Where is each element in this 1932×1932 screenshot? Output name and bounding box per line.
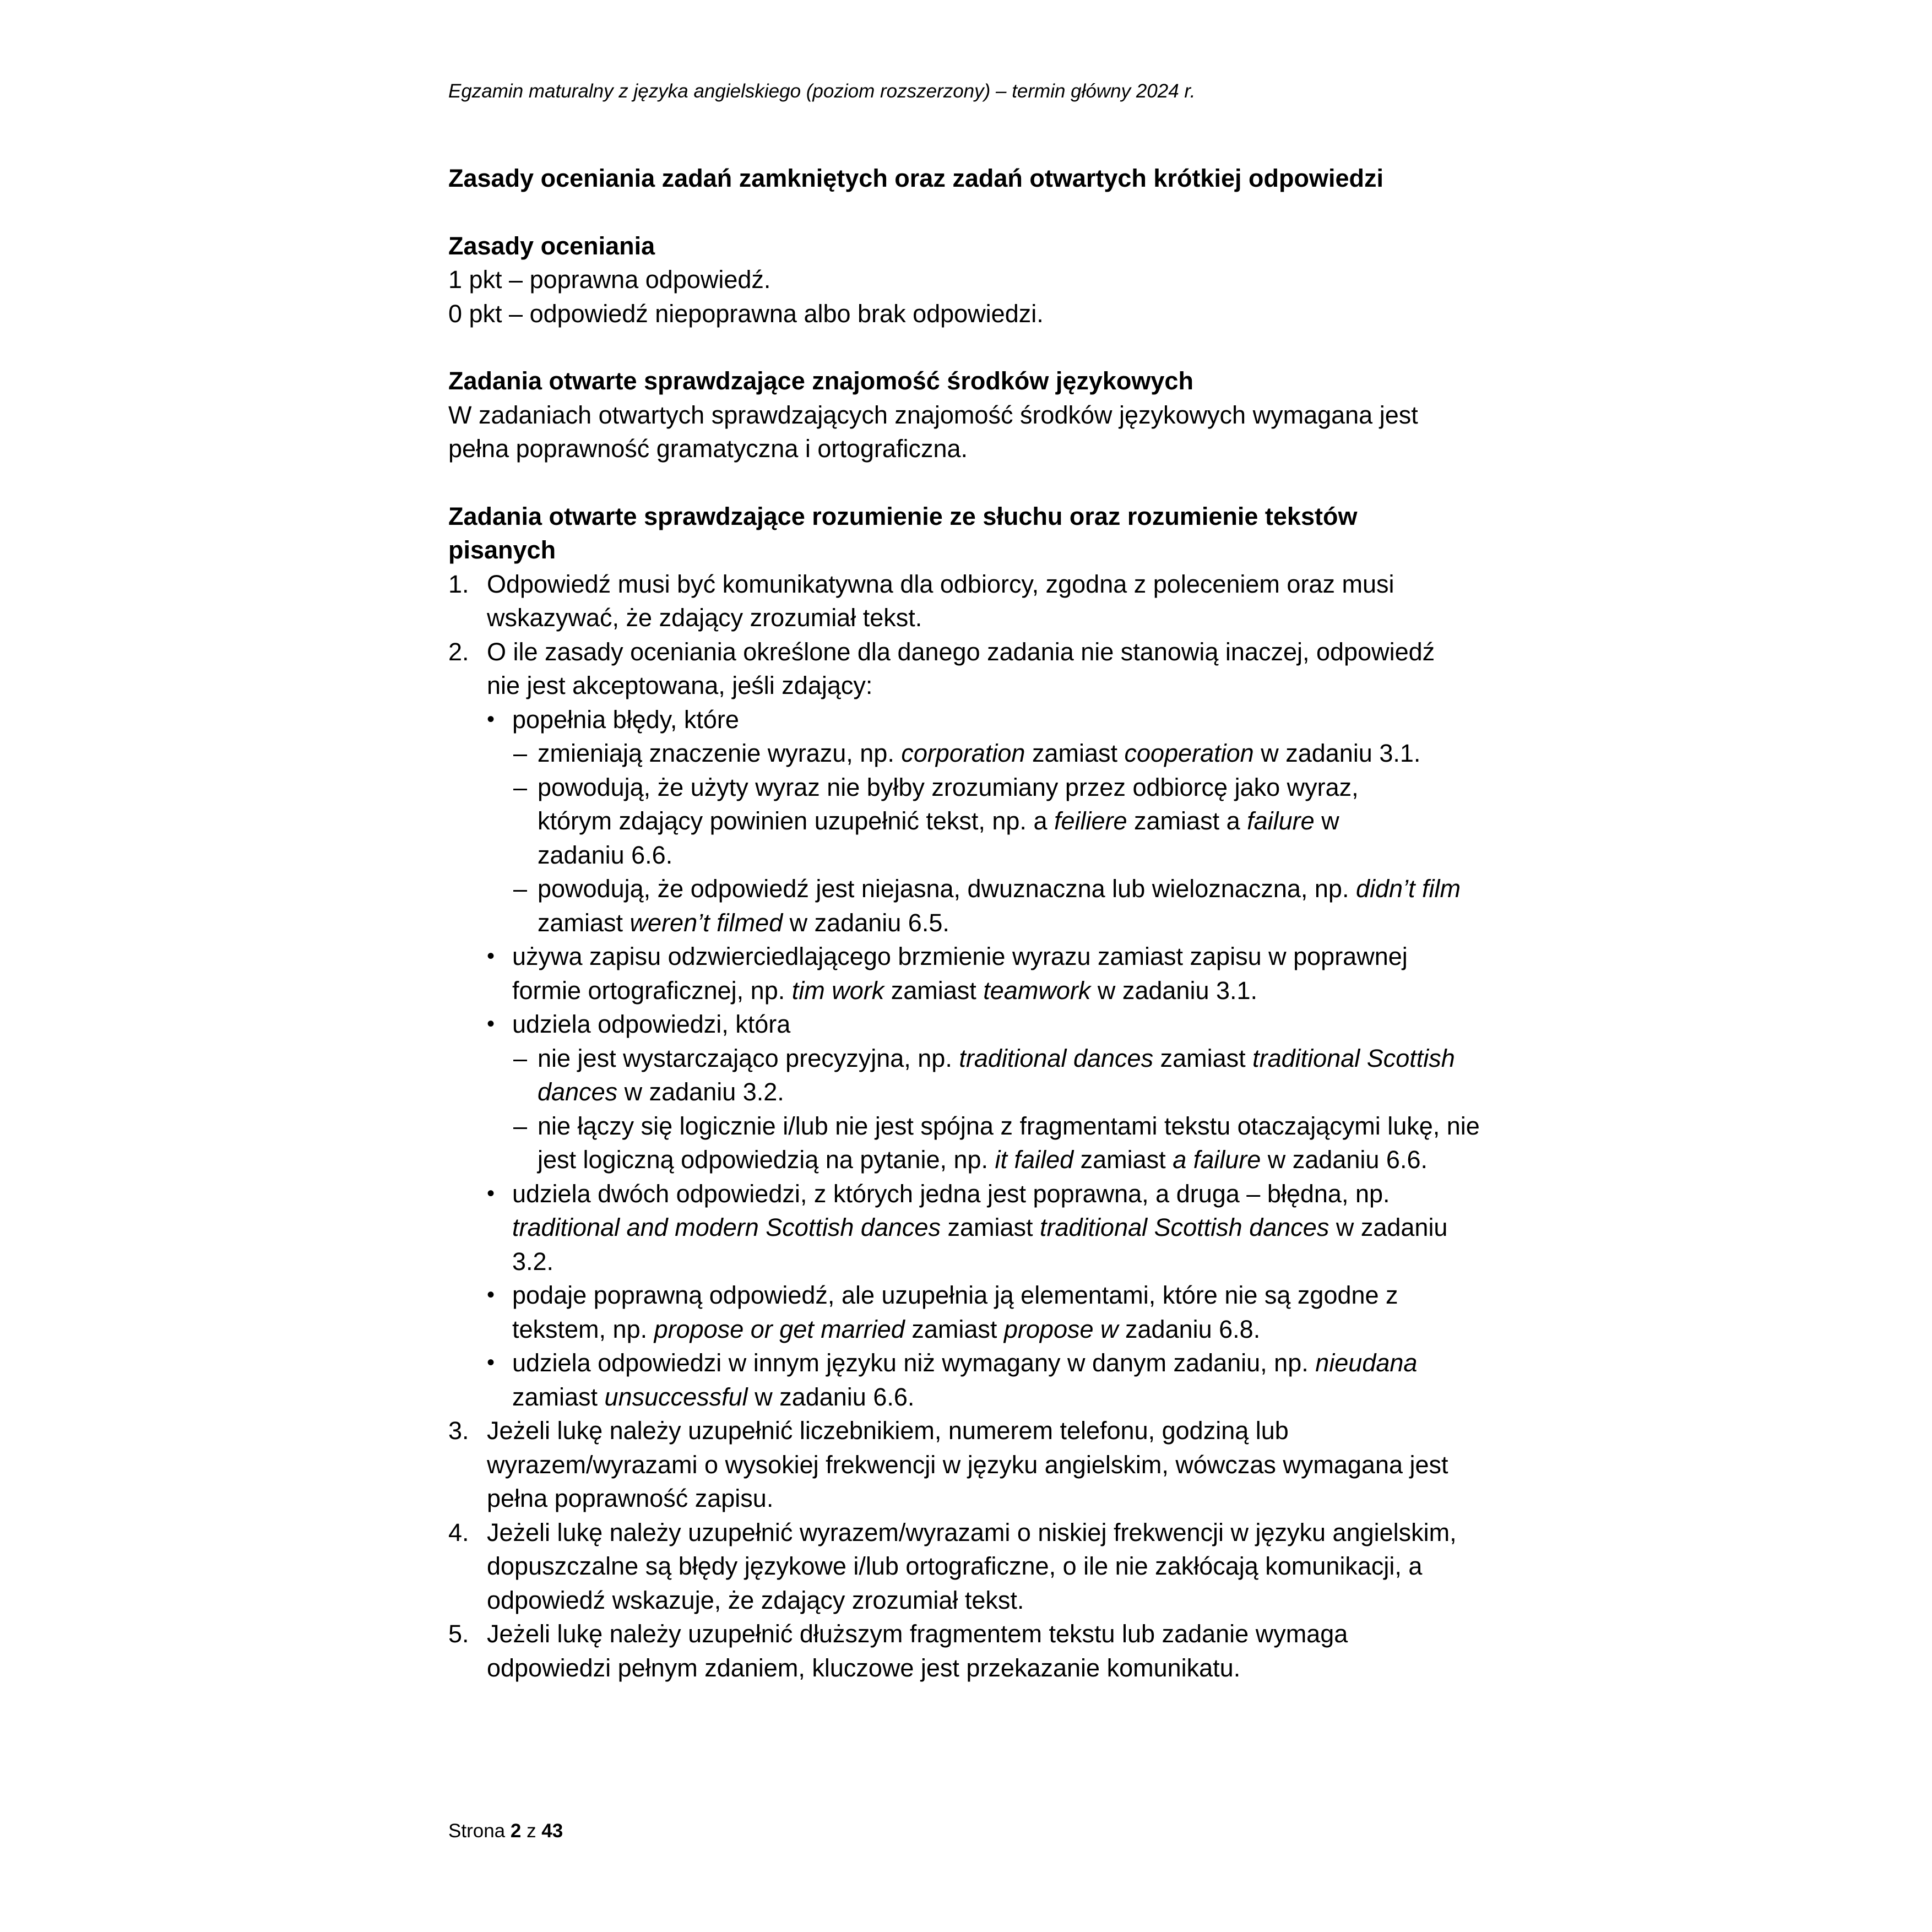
rule-number: 2.: [448, 637, 469, 666]
text: udziela odpowiedzi w innym języku niż wymagany w danym zadaniu, np.: [512, 1349, 1316, 1377]
bullet-icon: •: [487, 1012, 495, 1036]
running-head: Egzamin maturalny z języka angielskiego (poziom rozszerzony) – termin główny 2024 r.: [448, 80, 1196, 102]
rule-3: [448, 1414, 1467, 1516]
text: zamiast a: [1127, 807, 1247, 835]
example-correct: traditional Scottish dances: [1040, 1213, 1329, 1241]
footer-label: Strona: [448, 1820, 506, 1842]
example-correct: unsuccessful: [604, 1382, 748, 1411]
rule-number: 4.: [448, 1518, 469, 1546]
bullet-item: [487, 703, 1506, 940]
dash-item: [512, 736, 1506, 770]
example-wrong: feiliere: [1054, 807, 1127, 835]
example-wrong: nieudana: [1315, 1349, 1418, 1377]
rule-1: [448, 567, 1423, 635]
text: zamiast: [512, 1382, 605, 1411]
text: zamiast: [940, 1213, 1040, 1241]
rule-number: 1.: [448, 569, 469, 598]
scoring-line-2: 0 pkt – odpowiedź niepoprawna albo brak odpowiedzi.: [448, 299, 1044, 328]
page-title: Zasady oceniania zadań zamkniętych oraz zadań otwartych krótkiej odpowiedzi: [448, 164, 1383, 192]
bullet-item: [487, 1346, 1448, 1414]
example-wrong: traditional and modern Scottish dances: [512, 1213, 941, 1241]
language-tasks-text: W zadaniach otwartych sprawdzających znajomość środków językowych wymagana jest pełna poprawność gramatyczna i ortograficzna.: [448, 400, 1418, 463]
bullet-item: [487, 1278, 1415, 1346]
example-wrong: tim work: [791, 976, 884, 1005]
example-correct: cooperation: [1124, 739, 1254, 767]
footer-separator: z: [527, 1820, 536, 1842]
rule-4: [448, 1516, 1478, 1618]
text: zamiast: [1025, 739, 1125, 767]
document-body: [448, 161, 1506, 1685]
bullet-item: [487, 940, 1448, 1007]
rule-5: [448, 1617, 1423, 1685]
rule-text: Jeżeli lukę należy uzupełnić dłuższym fragmentem tekstu lub zadanie wymaga odpowiedzi pełnym zdaniem, kluczowe jest przekazanie komunikatu.: [487, 1620, 1348, 1682]
text: podaje poprawną odpowiedź, ale uzupełnia ją elementami, które nie są zgodne z tekstem, np.: [512, 1281, 1398, 1343]
rule-text: Odpowiedź musi być komunikatywna dla odbiorcy, zgodna z poleceniem oraz musi wskazywać, że zdający zrozumiał tekst.: [487, 569, 1394, 632]
text: nie jest wystarczająco precyzyjna, np.: [538, 1044, 959, 1072]
text: powodują, że odpowiedź jest niejasna, dwuznaczna lub wieloznaczna, np.: [538, 875, 1356, 903]
rule-2-bullets: [487, 703, 1506, 1414]
bullet-icon: •: [487, 1283, 495, 1307]
text: zamiast: [904, 1315, 1004, 1343]
dash-item: [512, 1041, 1474, 1109]
dash-icon: –: [513, 739, 528, 767]
dash-icon: –: [513, 1111, 528, 1140]
comprehension-heading: Zadania otwarte sprawdzające rozumienie ze słuchu oraz rozumienie tekstów pisanych: [448, 502, 1358, 564]
rule-text: Jeżeli lukę należy uzupełnić wyrazem/wyrazami o niskiej frekwencji w języku angielskim, dopuszczalne są błędy językowe i/lub ortograficzne, o ile nie zakłócają komunikacji, a odpowiedź wskazuje, że zdający zrozumiał tekst.: [487, 1518, 1457, 1614]
bullet-item: [487, 1007, 1506, 1177]
scoring-line-1: 1 pkt – poprawna odpowiedź.: [448, 265, 771, 294]
text: zamiast: [1073, 1146, 1173, 1174]
bullet-icon: •: [487, 1350, 495, 1375]
dash-icon: –: [513, 875, 528, 903]
bullet-icon: •: [487, 707, 495, 731]
dash-icon: –: [513, 1044, 528, 1072]
text: powodują, że użyty wyraz nie byłby zrozumiany przez odbiorcę jako wyraz, którym zdający powinien uzupełnić tekst, np. a: [538, 773, 1359, 835]
rules-list: [448, 567, 1506, 1685]
text: używa zapisu odzwierciedlającego brzmienie wyrazu zamiast zapisu w poprawnej formie ortograficznej, np.: [512, 942, 1408, 1005]
dash-item: [512, 872, 1474, 940]
bullet-icon: •: [487, 944, 495, 968]
rule-text: O ile zasady oceniania określone dla danego zadania nie stanowią inaczej, odpowiedź nie jest akceptowana, jeśli zdający:: [487, 637, 1435, 699]
dash-list: [512, 736, 1506, 940]
example-wrong: didn’t film: [1355, 875, 1461, 903]
example-wrong: traditional dances: [959, 1044, 1154, 1072]
text: nie łączy się logicznie i/lub nie jest spójna z fragmentami tekstu otaczającymi lukę, nie jest logiczną odpowiedzią na pytanie, np.: [538, 1111, 1480, 1174]
example-wrong: propose or get married: [654, 1315, 905, 1343]
example-wrong: corporation: [901, 739, 1025, 767]
example-correct: a failure: [1173, 1146, 1261, 1174]
text: zamiast: [884, 976, 984, 1005]
dash-list: [512, 1041, 1506, 1177]
page-number: 2: [510, 1820, 522, 1842]
text: w zadaniu 3.1.: [1253, 739, 1421, 767]
text: w zadaniu 6.6.: [1261, 1146, 1428, 1174]
dash-icon: –: [513, 773, 528, 801]
document-page: [448, 0, 1506, 1932]
language-tasks-heading: Zadania otwarte sprawdzające znajomość środków językowych: [448, 367, 1193, 395]
bullet-icon: •: [487, 1181, 495, 1206]
text: w zadaniu 3.2.: [512, 1213, 1448, 1276]
text: zmieniają znaczenie wyrazu, np.: [538, 739, 902, 767]
text: udziela dwóch odpowiedzi, z których jedna jest poprawna, a druga – błędna, np.: [512, 1179, 1390, 1208]
dash-item: [512, 1109, 1496, 1177]
rule-number: 5.: [448, 1620, 469, 1648]
page-total: 43: [541, 1820, 563, 1842]
example-correct: traditional Scottish dances: [538, 1044, 1455, 1106]
text: zadaniu 6.8.: [1118, 1315, 1261, 1343]
rule-2: [448, 635, 1506, 1414]
text: w zadaniu 3.1.: [1090, 976, 1258, 1005]
bullet-text: popełnia błędy, które: [512, 705, 739, 734]
text: w zadaniu 6.5.: [783, 908, 949, 937]
page-footer: [448, 1820, 563, 1842]
text: w zadaniu 3.2.: [617, 1078, 784, 1106]
dash-item: [512, 770, 1419, 872]
example-wrong: it failed: [995, 1146, 1074, 1174]
text: w zadaniu 6.6.: [538, 807, 1339, 869]
scoring-heading: Zasady oceniania: [448, 231, 655, 260]
example-correct: teamwork: [983, 976, 1091, 1005]
example-correct: failure: [1247, 807, 1315, 835]
bullet-text: udziela odpowiedzi, która: [512, 1010, 791, 1038]
bullet-item: [487, 1177, 1470, 1279]
text: zamiast: [538, 908, 630, 937]
rule-text: Jeżeli lukę należy uzupełnić liczebnikiem, numerem telefonu, godziną lub wyrazem/wyrazami o wysokiej frekwencji w języku angielskim, wówczas wymagana jest pełna poprawność zapisu.: [487, 1417, 1448, 1512]
text: w zadaniu 6.6.: [747, 1382, 915, 1411]
example-correct: propose w: [1003, 1315, 1119, 1343]
text: zamiast: [1153, 1044, 1253, 1072]
example-correct: weren’t filmed: [629, 908, 783, 937]
rule-number: 3.: [448, 1417, 469, 1445]
